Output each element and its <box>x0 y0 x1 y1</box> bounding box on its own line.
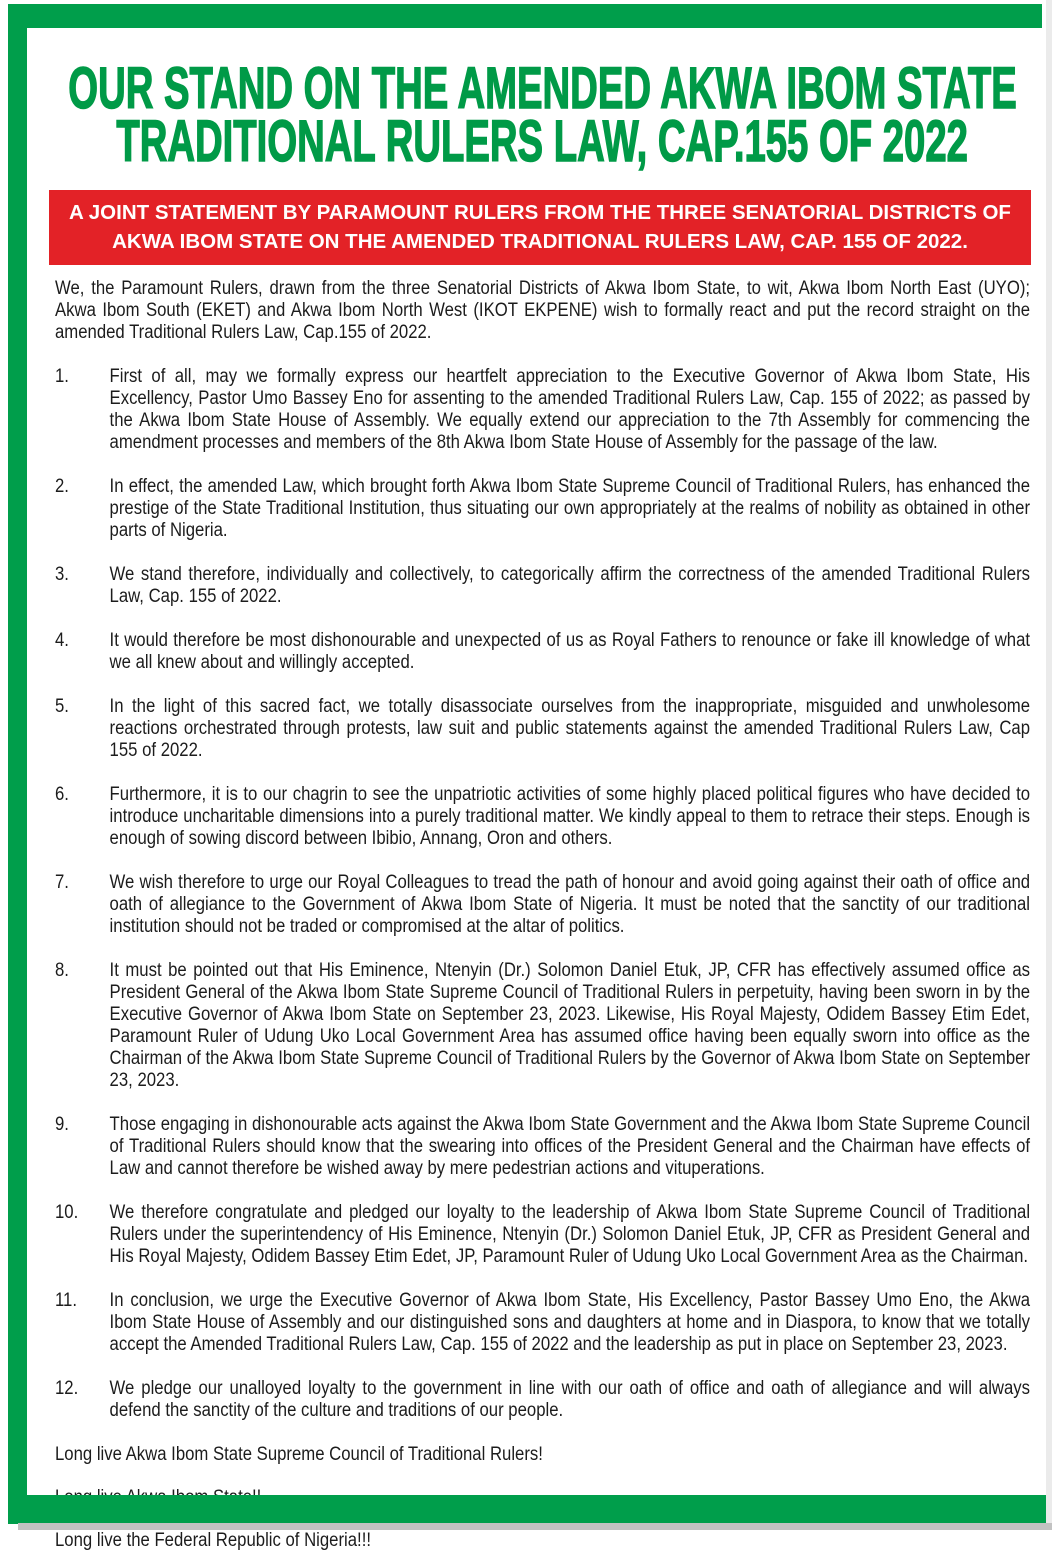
scan-edge-right <box>1046 0 1052 1523</box>
paper-area <box>27 28 1046 1551</box>
item-text: It must be pointed out that His Eminence, Ntenyin (Dr.) Solomon Daniel Etuk, JP, CFR has effectively assumed office as President General of the Akwa Ibom State Supreme Council of Traditional Rulers in perpetuity, having been sworn in by the Executive Governor of Akwa Ibom State on September 23, 2023. Likewise, His Royal Majesty, Odidem Bassey Etim Edet, Paramount Ruler of Udung Uko Local Government Area has assumed office having been equally sworn into office as the Chairman of the Akwa Ibom State Supreme Council of Traditional Rulers by the Governor of Akwa Ibom State on September 23, 2023. <box>109 960 1031 1091</box>
list-item <box>55 564 1030 608</box>
closing-line-3: Long live the Federal Republic of Nigeria!!! <box>55 1530 372 1551</box>
list-item <box>55 366 1030 454</box>
closing-line-1: Long live Akwa Ibom State Supreme Council of Traditional Rulers! <box>55 1444 543 1465</box>
item-number: 2. <box>55 476 69 497</box>
item-number: 9. <box>55 1114 69 1135</box>
item-number: 3. <box>55 564 69 585</box>
list-item <box>55 872 1030 938</box>
item-text: Furthermore, it is to our chagrin to see the unpatriotic activities of some highly placed political figures who have decided to introduce uncharitable dimensions into a purely traditional matter. We kindly appeal to them to retrace their steps. Enough is enough of sowing discord between Ibibio, Annang, Oron and others. <box>109 784 1031 849</box>
intro-paragraph: We, the Paramount Rulers, drawn from the three Senatorial Districts of Akwa Ibom State, to wit, Akwa Ibom North East (UYO); Akwa Ibom South (EKET) and Akwa Ibom North West (IKOT EKPENE) wish to formally react and put the record straight on the amended Traditional Rulers Law, Cap.155 of 2022. <box>55 278 1031 343</box>
item-text: In the light of this sacred fact, we totally disassociate ourselves from the inappropriate, misguided and unwholesome reactions orchestrated through protests, law suit and public statements against the amended Traditional Rulers Law, Cap 155 of 2022. <box>109 696 1031 761</box>
list-item <box>55 1114 1030 1180</box>
page-title-line-1: OUR STAND ON THE AMENDED AKWA IBOM STATE <box>68 56 1017 121</box>
list-item <box>55 630 1030 674</box>
item-text: We stand therefore, individually and collectively, to categorically affirm the correctness of the amended Traditional Rulers Law, Cap. 155 of 2022. <box>109 564 1031 607</box>
page-title-line-2: TRADITIONAL RULERS LAW, CAP.155 OF 2022 <box>116 109 969 174</box>
item-number: 12. <box>55 1378 79 1399</box>
list-item <box>55 1290 1030 1356</box>
item-number: 4. <box>55 630 69 651</box>
list-item <box>55 960 1030 1092</box>
item-text: In conclusion, we urge the Executive Governor of Akwa Ibom State, His Excellency, Pastor Bassey Umo Eno, the Akwa Ibom State House of Assembly and our distinguished sons and daughters at home and in Diaspora, to know that we totally accept the Amended Traditional Rulers Law, Cap. 155 of 2022 and the leadership as put in place on September 23, 2023. <box>109 1290 1031 1355</box>
item-text: First of all, may we formally express our heartfelt appreciation to the Executive Governor of Akwa Ibom State, His Excellency, Pastor Umo Bassey Eno for assenting to the amended Traditional Rulers Law, Cap. 155 of 2022; as passed by the Akwa Ibom State House of Assembly. We equally extend our appreciation to the 7th Assembly for commencing the amendment processes and members of the 8th Akwa Ibom State House of Assembly for the passage of the law. <box>109 366 1031 453</box>
item-number: 5. <box>55 696 69 717</box>
list-item <box>55 1378 1030 1422</box>
frame-border-bottom <box>8 1495 1046 1524</box>
list-item <box>55 476 1030 542</box>
item-number: 1. <box>55 366 69 387</box>
item-number: 7. <box>55 872 69 893</box>
statement-body <box>55 278 1030 1552</box>
item-text: Those engaging in dishonourable acts against the Akwa Ibom State Government and the Akwa Ibom State Supreme Council of Traditional Rulers should know that the swearing into offices of the President General and the Chairman have effects of Law and cannot therefore be wished away by mere pedestrian actions and vituperations. <box>109 1114 1031 1179</box>
list-item <box>55 1202 1030 1268</box>
subtitle-banner <box>49 190 1031 265</box>
item-text: In effect, the amended Law, which brought forth Akwa Ibom State Supreme Council of Traditional Rulers, has enhanced the prestige of the State Traditional Institution, thus situating our own appropriately at the realms of nobility as obtained in other parts of Nigeria. <box>109 476 1031 541</box>
item-text: We pledge our unalloyed loyalty to the government in line with our oath of office and oath of allegiance and will always defend the sanctity of the culture and traditions of our people. <box>109 1378 1031 1421</box>
item-text: It would therefore be most dishonourable and unexpected of us as Royal Fathers to renounce or fake ill knowledge of what we all knew about and willingly accepted. <box>109 630 1031 673</box>
subtitle-banner-text: A JOINT STATEMENT BY PARAMOUNT RULERS FROM THE THREE SENATORIAL DISTRICTS OF AKWA IBOM STATE ON THE AMENDED TRADITIONAL RULERS LAW, CAP. 155 OF 2022. <box>69 201 1011 253</box>
frame-border-top <box>8 4 1042 28</box>
list-item <box>55 784 1030 850</box>
item-number: 6. <box>55 784 69 805</box>
scan-edge-bottom <box>18 1523 1052 1530</box>
list-item <box>55 696 1030 762</box>
statement-list <box>55 366 1030 1422</box>
item-number: 11. <box>55 1290 78 1311</box>
item-text: We wish therefore to urge our Royal Colleagues to tread the path of honour and avoid going against their oath of office and oath of allegiance to the Government of Akwa Ibom State of Nigeria. It must be noted that the sanctity of our traditional institution should not be traded or compromised at the altar of politics. <box>109 872 1031 937</box>
item-number: 8. <box>55 960 69 981</box>
page-title <box>55 56 1030 174</box>
frame-border-left <box>8 4 27 1524</box>
item-number: 10. <box>55 1202 79 1223</box>
item-text: We therefore congratulate and pledged our loyalty to the leadership of Akwa Ibom State Supreme Council of Traditional Rulers under the superintendency of His Eminence, Ntenyin (Dr.) Solomon Daniel Etuk, JP, CFR as President General and His Royal Majesty, Odidem Bassey Etim Edet, JP, Paramount Ruler of Udung Uko Local Government Area as the Chairman. <box>109 1202 1031 1267</box>
